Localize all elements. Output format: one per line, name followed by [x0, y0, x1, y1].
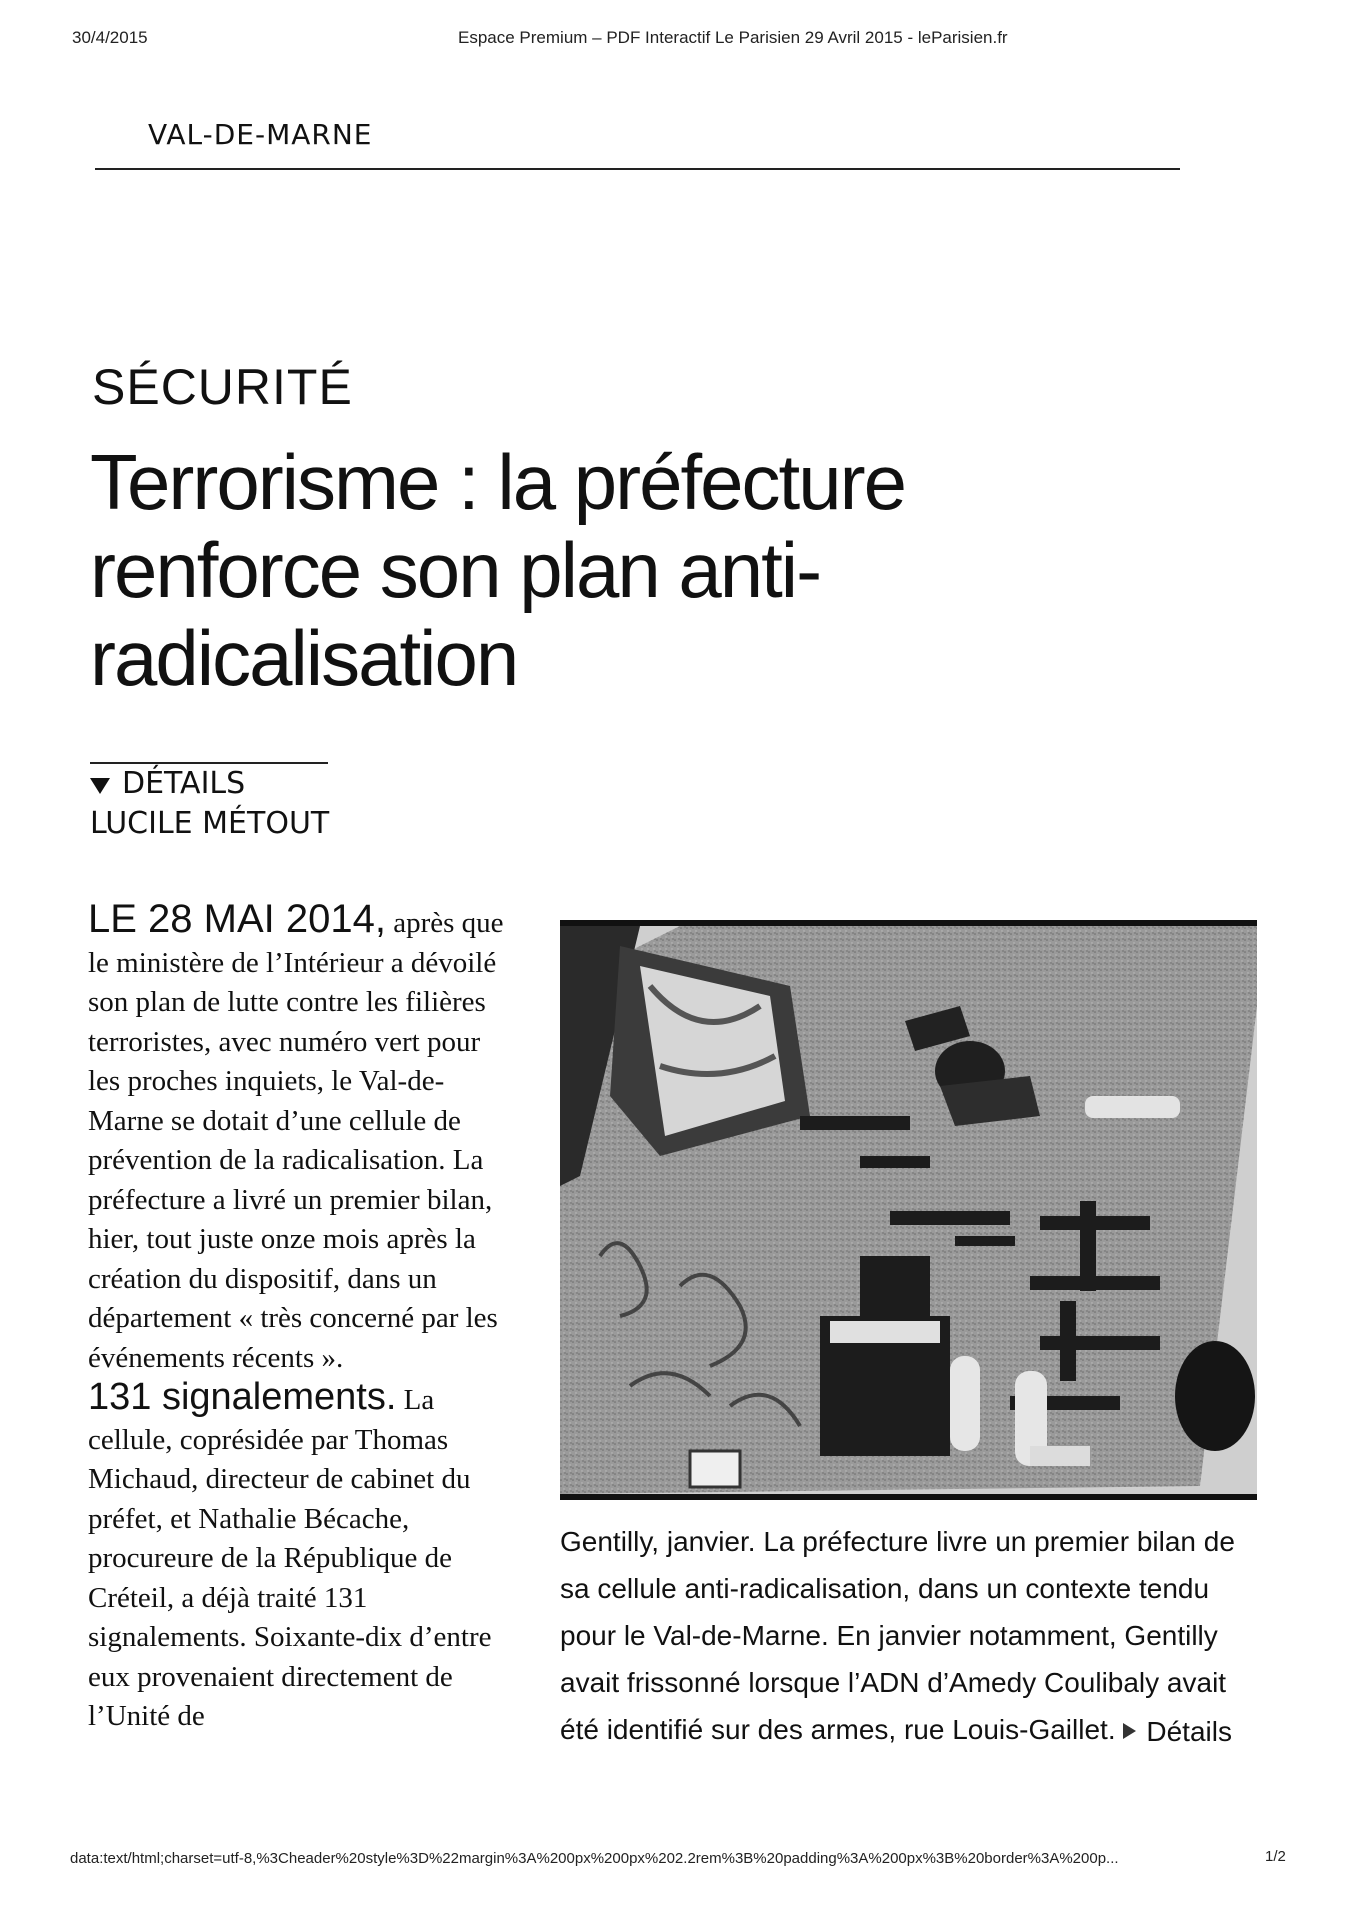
- print-footer-url: data:text/html;charset=utf-8,%3Cheader%20style%3D%22margin%3A%200px%200px%202.2rem%3B%20padding%3A%200px%3B%20border%3A%200p...: [70, 1850, 1119, 1867]
- caption-details-link[interactable]: [1123, 1708, 1232, 1755]
- details-toggle[interactable]: [90, 766, 245, 801]
- triangle-down-icon: [90, 778, 110, 794]
- print-footer-page-number: 1/2: [1265, 1848, 1286, 1865]
- headline-line: renforce son plan anti-: [90, 526, 821, 614]
- photo-image: [560, 926, 1257, 1494]
- article-headline: [90, 438, 1090, 702]
- subhead: 131 signalements.: [88, 1376, 397, 1418]
- print-header-title: Espace Premium – PDF Interactif Le Parisien 29 Avril 2015 - leParisien.fr: [458, 28, 1008, 47]
- article-photo: [560, 920, 1257, 1500]
- caption-details-label: Détails: [1146, 1715, 1232, 1747]
- section-divider: [95, 168, 1180, 170]
- details-divider: [90, 762, 328, 764]
- print-header-date: 30/4/2015: [72, 28, 148, 47]
- headline-line: radicalisation: [90, 614, 518, 702]
- paragraph-2: La cellule, coprésidée par Thomas Michaud, directeur de cabinet du préfet, et Nathalie Bécache, procureure de la République de Créteil, a déjà traité 131 signalements. Soixante-dix d’entre eux provenaient directement de l’Unité de: [88, 1384, 492, 1732]
- headline-line: Terrorisme : la préfecture: [90, 438, 905, 526]
- caption-text: Gentilly, janvier. La préfecture livre un premier bilan de sa cellule anti-radicalisation, dans un contexte tendu pour le Val-de-Marne. En janvier notamment, Gentilly avait frissonné lorsque l’ADN d’Amedy Coulibaly avait été identifié sur des armes, rue Louis-Gaillet.: [560, 1526, 1235, 1745]
- lead-in: LE 28 MAI 2014,: [88, 897, 386, 941]
- article-kicker: SÉCURITÉ: [92, 359, 353, 415]
- details-label: DÉTAILS: [122, 766, 246, 801]
- triangle-right-icon: [1123, 1723, 1136, 1739]
- article-body: [88, 897, 518, 1737]
- section-label[interactable]: VAL-DE-MARNE: [148, 118, 373, 151]
- photo-caption: [560, 1518, 1260, 1755]
- byline: LUCILE MÉTOUT: [90, 806, 330, 841]
- paragraph-1: après que le ministère de l’Intérieur a dévoilé son plan de lutte contre les filières terroristes, avec numéro vert pour les proches inquiets, le Val-de-Marne se dotait d’une cellule de prévention de la radicalisation. La préfecture a livré un premier bilan, hier, tout juste onze mois après la création du dispositif, dans un département « très concerné par les événements récents ».: [88, 907, 504, 1374]
